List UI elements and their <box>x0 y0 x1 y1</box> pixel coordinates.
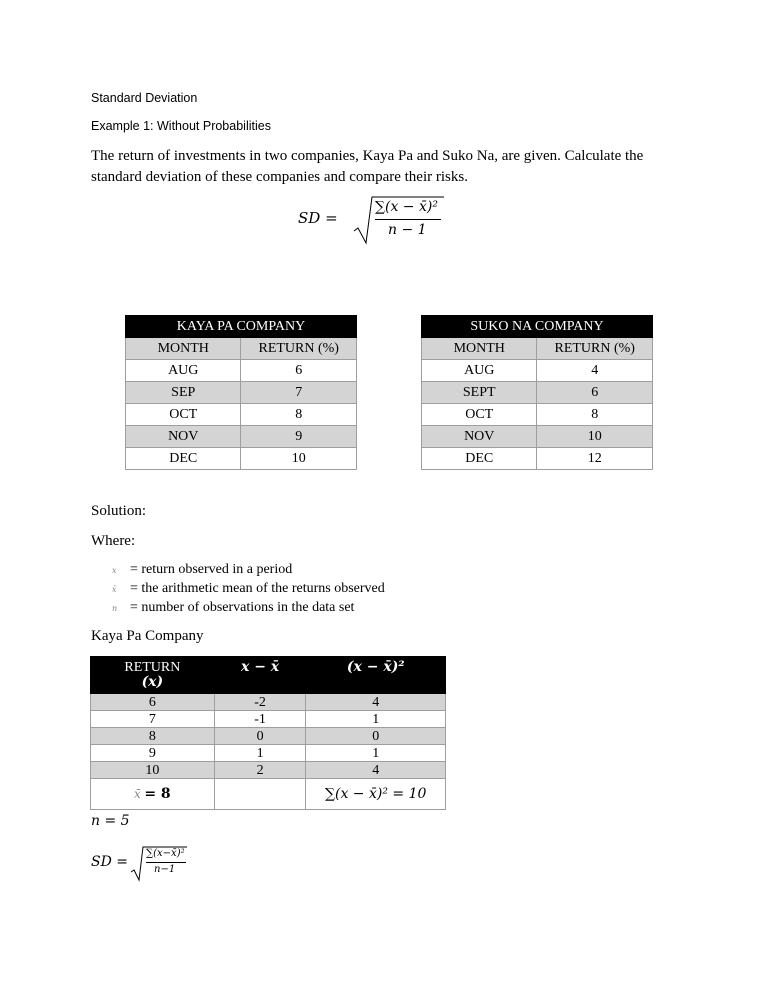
return-cell: 7 <box>241 382 357 404</box>
return-cell: 7 <box>91 711 215 728</box>
table-row <box>422 426 653 448</box>
legend-text: = return observed in a period <box>130 562 293 577</box>
legend-text: = the arithmetic mean of the returns observed <box>130 581 385 596</box>
sd-formula-small <box>91 845 201 881</box>
kaya-section-label: Kaya Pa Company <box>91 628 204 644</box>
squared-cell: 1 <box>306 711 446 728</box>
suko-col-month: MONTH <box>422 338 537 360</box>
n-value: n = 5 <box>91 813 130 829</box>
squared-cell: 4 <box>306 694 446 711</box>
return-cell: 8 <box>241 404 357 426</box>
month-cell: NOV <box>126 426 241 448</box>
x-symbol: x <box>112 566 117 575</box>
return-cell: 8 <box>537 404 653 426</box>
sd-formula-lhs: SD = <box>298 209 338 227</box>
mean-cell <box>91 779 215 810</box>
totals-row <box>91 779 446 810</box>
sd-small-numerator: ∑(x−x̄)² <box>146 848 185 859</box>
month-cell: OCT <box>422 404 537 426</box>
table-row <box>91 762 446 779</box>
col-squared-header: (x − x̄)² <box>306 657 446 694</box>
sd-small-denominator: n−1 <box>154 864 176 875</box>
return-cell: 6 <box>241 360 357 382</box>
fraction-bar <box>146 862 186 863</box>
month-cell: SEP <box>126 382 241 404</box>
suko-col-return: RETURN (%) <box>537 338 653 360</box>
table-row <box>126 426 357 448</box>
table-row <box>126 448 357 470</box>
calc-table <box>90 656 446 810</box>
return-cell: 9 <box>91 745 215 762</box>
deviation-cell: 1 <box>214 745 306 762</box>
table-row <box>91 728 446 745</box>
table-row <box>91 745 446 762</box>
table-row <box>422 382 653 404</box>
return-cell: 8 <box>91 728 215 745</box>
return-cell: 6 <box>537 382 653 404</box>
kaya-pa-table <box>125 315 357 470</box>
deviation-cell: 2 <box>214 762 306 779</box>
legend-item <box>112 600 354 616</box>
suko-na-table <box>421 315 653 470</box>
mean-value: = 8 <box>144 785 171 802</box>
col-return-line2: (x) <box>141 674 164 690</box>
month-cell: SEPT <box>422 382 537 404</box>
kaya-col-return: RETURN (%) <box>241 338 357 360</box>
return-cell: 6 <box>91 694 215 711</box>
col-return-line1: RETURN <box>124 660 181 675</box>
mean-symbol: x̄ <box>134 786 141 801</box>
sum-cell: ∑(x − x̄)² = 10 <box>306 779 446 810</box>
month-cell: AUG <box>126 360 241 382</box>
table-row <box>422 360 653 382</box>
solution-label: Solution: <box>91 503 147 519</box>
kaya-col-month: MONTH <box>126 338 241 360</box>
month-cell: NOV <box>422 426 537 448</box>
table-row <box>126 404 357 426</box>
month-cell: DEC <box>126 448 241 470</box>
deviation-cell: 0 <box>214 728 306 745</box>
return-cell: 12 <box>537 448 653 470</box>
sd-formula-numerator: ∑(x − x̄)² <box>375 199 438 215</box>
deviation-cell: -2 <box>214 694 306 711</box>
squared-cell: 0 <box>306 728 446 745</box>
table-row <box>91 694 446 711</box>
col-deviation-header: x − x̄ <box>214 657 306 694</box>
intro-paragraph: The return of investments in two companies, Kaya Pa and Suko Na, are given. Calculate the standard deviation of these companies and compare their risks. <box>91 148 644 185</box>
return-cell: 10 <box>241 448 357 470</box>
suko-table-title: SUKO NA COMPANY <box>422 316 653 338</box>
n-symbol: n <box>112 604 118 613</box>
empty-cell <box>214 779 306 810</box>
table-row <box>422 448 653 470</box>
legend-item <box>112 581 385 597</box>
sd-formula-denominator: n − 1 <box>388 222 427 238</box>
return-cell: 10 <box>91 762 215 779</box>
return-cell: 10 <box>537 426 653 448</box>
legend-text: = number of observations in the data set <box>130 600 355 615</box>
table-row <box>126 382 357 404</box>
kaya-table-title: KAYA PA COMPANY <box>126 316 357 338</box>
sd-small-lhs: SD = <box>91 854 128 870</box>
where-label: Where: <box>91 533 136 549</box>
example-heading: Example 1: Without Probabilities <box>91 119 271 133</box>
table-row <box>126 360 357 382</box>
legend-item <box>112 562 292 578</box>
month-cell: OCT <box>126 404 241 426</box>
return-cell: 9 <box>241 426 357 448</box>
doc-title: Standard Deviation <box>91 91 198 105</box>
table-row <box>91 711 446 728</box>
return-cell: 4 <box>537 360 653 382</box>
x-bar-symbol: x̄ <box>112 585 117 594</box>
month-cell: DEC <box>422 448 537 470</box>
squared-cell: 1 <box>306 745 446 762</box>
sd-formula <box>298 193 458 245</box>
deviation-cell: -1 <box>214 711 306 728</box>
fraction-bar <box>375 219 441 220</box>
month-cell: AUG <box>422 360 537 382</box>
col-return-header <box>91 657 215 694</box>
table-row <box>422 404 653 426</box>
squared-cell: 4 <box>306 762 446 779</box>
